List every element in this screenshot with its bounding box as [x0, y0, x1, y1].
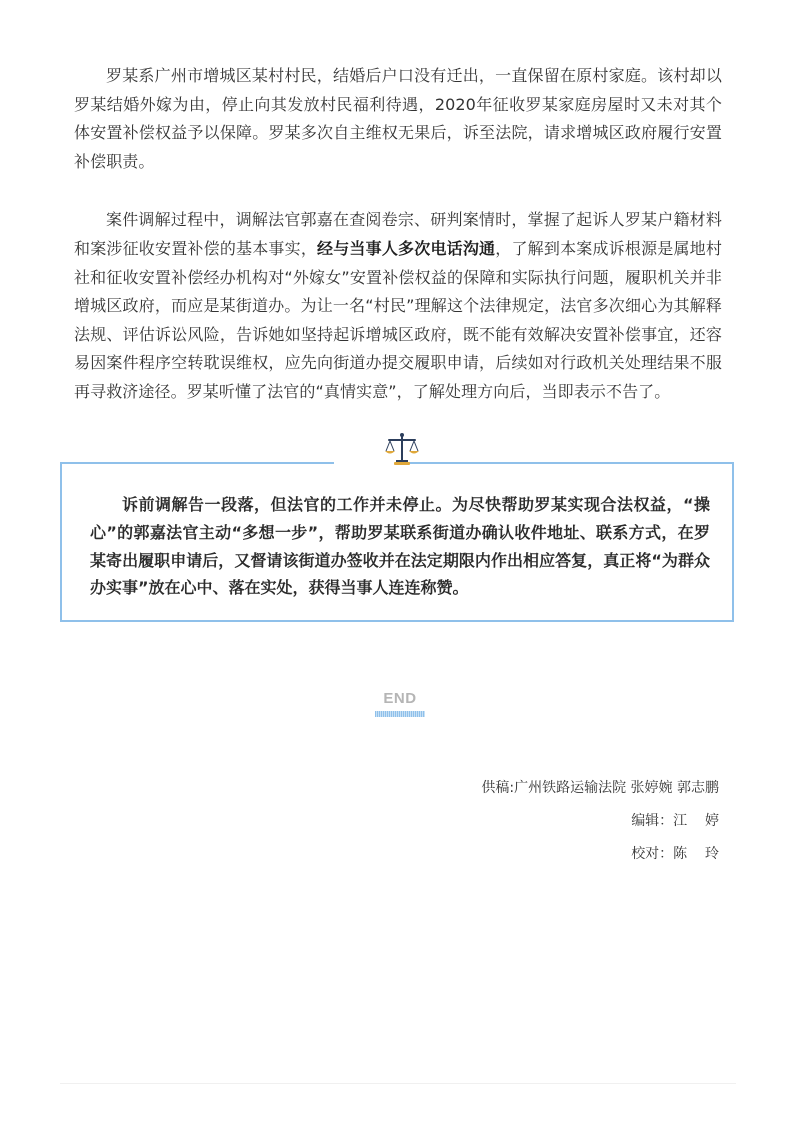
callout-box: [60, 462, 734, 622]
paragraph-case-background: 罗某系广州市增城区某村村民，结婚后户口没有迁出，一直保留在原村家庭。该村却以罗某结婚外嫁为由，停止向其发放村民福利待遇，2020年征收罗某家庭房屋时又未对其个体安置补偿权益予以保障。罗某多次自主维权无果后，诉至法院，请求增城区政府履行安置补偿职责。: [74, 66, 722, 171]
paragraph-mediation-highlight: 经与当事人多次电话沟通: [317, 238, 496, 258]
end-underline: [375, 711, 425, 717]
credit-source: 供稿:广州铁路运输法院 张婷婉 郭志鹏: [481, 780, 719, 796]
credit-proofreader: 校对：陈 玲: [631, 846, 719, 862]
paragraph-mediation-text-1: 案件调解过程中，调解法官郭嘉在查阅卷宗、研判案情时，掌握了起诉人罗某户籍材料和案涉征收安置补偿的基本事实，: [74, 210, 722, 258]
credit-editor: 编辑：江 婷: [631, 813, 719, 829]
callout-border-left: [62, 462, 334, 464]
article-body: [74, 62, 722, 407]
end-label: END: [383, 690, 417, 707]
paragraph-mediation-process: [74, 206, 722, 406]
bottom-divider: [60, 1083, 736, 1084]
callout-border-right: [402, 462, 732, 464]
end-mark: [370, 690, 430, 717]
credits: [481, 778, 719, 864]
scales-of-justice-icon: [382, 432, 422, 468]
paragraph-mediation-text-2: ，了解到本案成诉根源是属地村社和征收安置补偿经办机构对“外嫁女”安置补偿权益的保障和实际执行问题，履职机关并非增城区政府，而应是某街道办。为让一名“村民”理解这个法律规定，法官多次细心为其解释法规、评估诉讼风险，告诉她如坚持起诉增城区政府，既不能有效解决安置补偿事宜，还容易因案件程序空转耽误维权，应先向街道办提交履职申请，后续如对行政机关处理结果不服再寻救济途径。罗某听懂了法官的“真情实意”，了解处理方向后，当即表示不告了。: [74, 238, 722, 401]
callout-text: 诉前调解告一段落，但法官的工作并未停止。为尽快帮助罗某实现合法权益，“操心”的郭嘉法官主动“多想一步”，帮助罗某联系街道办确认收件地址、联系方式，在罗某寄出履职申请后，又督请该街道办签收并在法定期限内作出相应答复，真正将“为群众办实事”放在心中、落在实处，获得当事人连连称赞。: [90, 495, 710, 598]
